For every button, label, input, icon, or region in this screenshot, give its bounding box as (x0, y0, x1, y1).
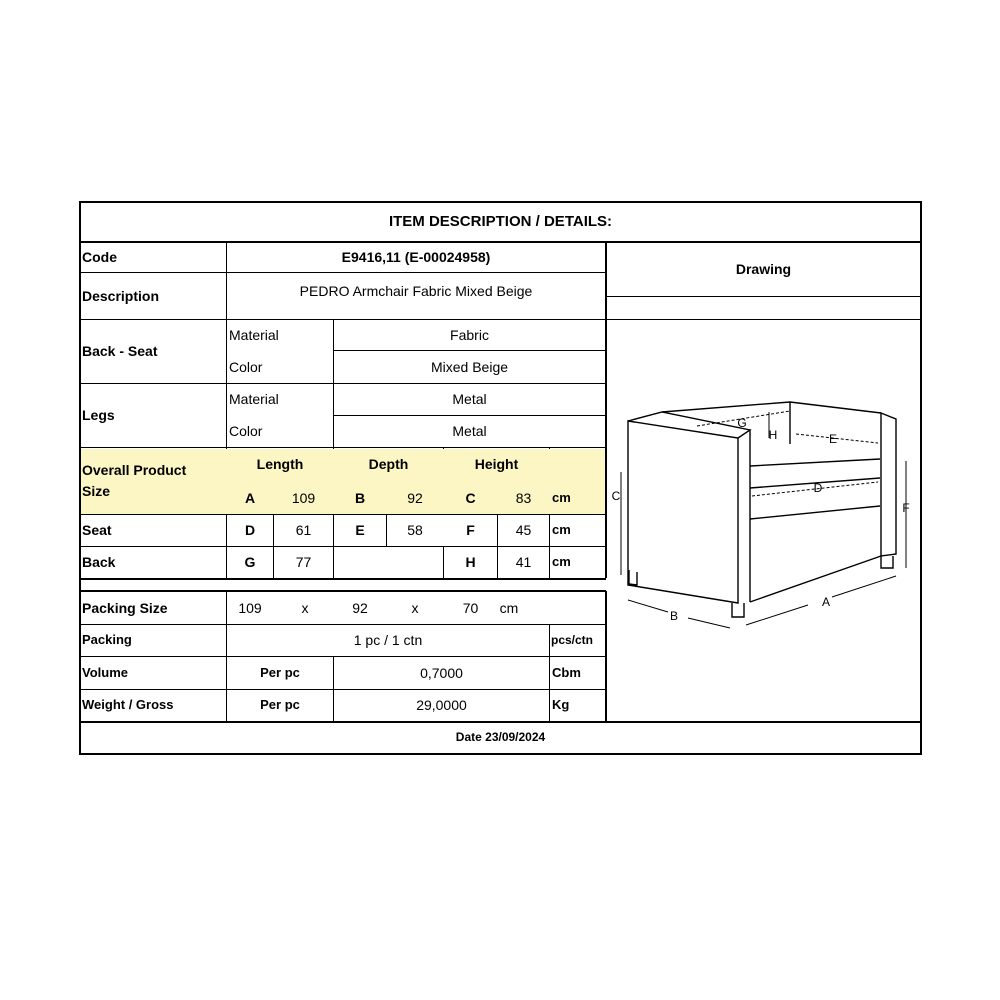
dim-a-value: 109 (291, 489, 316, 506)
dim-a-label: A (244, 489, 256, 506)
dim-e-label: E (355, 522, 365, 539)
dim-b-value: 92 (407, 489, 423, 506)
code-value: E9416,11 (E-00024958) (341, 249, 491, 266)
legs-color-label: Color (229, 423, 263, 440)
page-title: ITEM DESCRIPTION / DETAILS: (388, 213, 613, 231)
dim-h-label: H (465, 554, 476, 571)
drawing-label-c: C (611, 489, 621, 503)
dimension-letters (612, 416, 910, 623)
back-unit: cm (552, 554, 571, 570)
weight-label: Weight / Gross (82, 697, 174, 713)
volume-label: Volume (82, 664, 128, 680)
weight-value: 29,0000 (416, 697, 467, 714)
code-label: Code (82, 249, 117, 266)
height-header: Height (474, 456, 519, 473)
back-seat-material-value: Fabric (450, 326, 489, 343)
weight-per: Per pc (260, 697, 300, 713)
drawing-header: Drawing (735, 261, 792, 278)
dim-g-label: G (244, 554, 256, 571)
packing-size-depth: 92 (352, 599, 368, 616)
dim-c-label: C (465, 489, 476, 506)
legs-label: Legs (82, 407, 115, 424)
drawing-label-b: B (669, 609, 679, 623)
armchair-dimension-drawing (605, 382, 915, 632)
description-value: PEDRO Armchair Fabric Mixed Beige (299, 282, 533, 299)
volume-unit: Cbm (552, 664, 581, 680)
packing-value: 1 pc / 1 ctn (353, 632, 423, 649)
dim-f-label: F (466, 522, 475, 539)
back-seat-material-label: Material (229, 326, 279, 343)
seat-label: Seat (82, 522, 112, 539)
dim-d-value: 61 (295, 522, 312, 539)
overall-size-label-line2: Size (82, 482, 111, 499)
dim-e-value: 58 (407, 522, 423, 539)
drawing-label-f: F (902, 501, 910, 515)
packing-size-label: Packing Size (82, 599, 168, 616)
back-label: Back (82, 554, 116, 571)
dim-c-value: 83 (515, 489, 532, 506)
legs-material-label: Material (229, 391, 279, 408)
packing-label: Packing (82, 632, 132, 648)
drawing-label-g: G (737, 416, 747, 430)
legs-color-value: Metal (452, 423, 487, 440)
packing-unit: pcs/ctn (551, 632, 594, 647)
packing-size-x2: x (411, 599, 419, 616)
packing-size-unit: cm (499, 599, 519, 616)
legs-material-value: Metal (452, 391, 487, 408)
armchair-outline (628, 402, 896, 617)
dim-d-label: D (244, 522, 256, 539)
dim-g-value: 77 (295, 554, 312, 571)
drawing-label-h: H (768, 428, 778, 442)
overall-size-label-line1: Overall Product (82, 461, 187, 478)
date-footer: Date 23/09/2024 (455, 730, 546, 745)
description-label: Description (82, 287, 160, 304)
dimension-lines (621, 411, 906, 628)
back-seat-color-label: Color (229, 358, 263, 375)
volume-per: Per pc (260, 664, 300, 680)
volume-value: 0,7000 (420, 664, 463, 681)
packing-size-x1: x (301, 599, 309, 616)
length-header: Length (256, 456, 304, 473)
drawing-label-d: D (813, 481, 823, 495)
overall-unit: cm (552, 489, 571, 505)
packing-size-length: 109 (238, 599, 262, 616)
weight-unit: Kg (552, 697, 570, 713)
back-seat-color-value: Mixed Beige (430, 358, 509, 375)
packing-size-height: 70 (462, 599, 479, 616)
dim-h-value: 41 (515, 554, 532, 571)
dim-f-value: 45 (515, 522, 532, 539)
drawing-label-e: E (828, 432, 838, 446)
dim-b-label: B (354, 489, 366, 506)
depth-header: Depth (368, 456, 409, 473)
back-seat-label: Back - Seat (82, 343, 158, 360)
drawing-label-a: A (821, 595, 831, 609)
seat-unit: cm (552, 522, 571, 538)
